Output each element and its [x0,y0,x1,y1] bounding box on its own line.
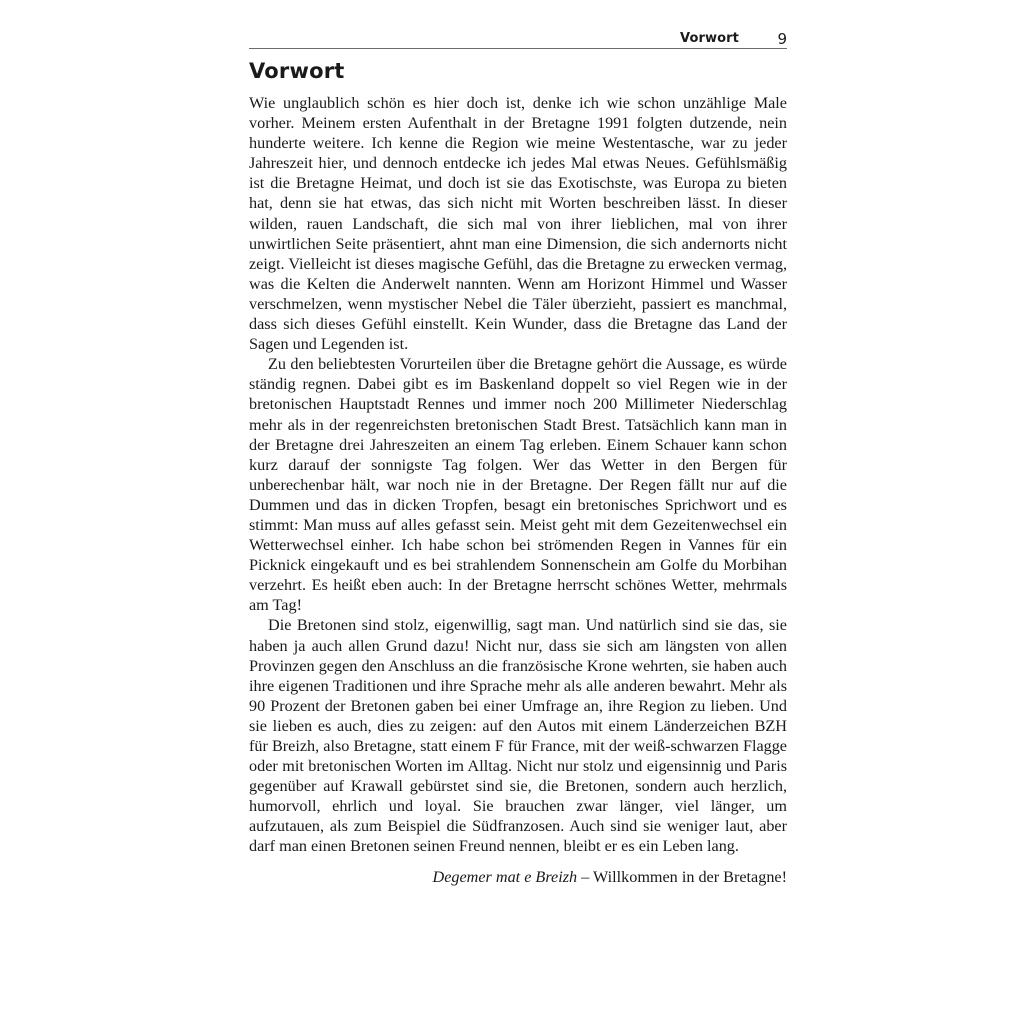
closing-translation: – Willkommen in der Bretagne! [577,867,787,886]
closing-breton-phrase: Degemer mat e Breizh [432,867,578,886]
chapter-title: Vorwort [249,59,345,83]
closing-line [249,867,787,887]
running-title: Vorwort [680,31,739,46]
running-header [249,28,787,49]
paragraph: Wie unglaublich schön es hier doch ist, denke ich wie schon unzählige Male vorher. Meinem ersten Aufenthalt in der Bretagne 1991 folgten dutzende, nein hunderte weitere. Ich kenne die Region wie meine Westentasche, war zu jeder Jahreszeit hier, und dennoch entdecke ich jedes Mal etwas Neues. Gefühlsmäßig ist die Bretagne Heimat, und doch ist sie das Exotischste, was Europa zu bieten hat, denn sie hat etwas, das sich nicht mit Worten beschreiben lässt. In dieser wilden, rauen Landschaft, die sich mal von ihrer lieblichen, mal von ihrer unwirtlichen Seite präsentiert, ahnt man eine Dimension, die sich andernorts nicht zeigt. Vielleicht ist dieses magische Gefühl, das die Bretagne zu erwecken vermag, was die Kelten die Anderwelt nannten. Wenn am Horizont Himmel und Wasser verschmelzen, wenn mystischer Nebel die Täler überzieht, passiert es manchmal, dass sich dieses Gefühl einstellt. Kein Wunder, dass die Bretagne das Land der Sagen und Legenden ist. [249,94,787,354]
paragraph: Zu den beliebtesten Vorurteilen über die Bretagne gehört die Aussage, es würde ständig regnen. Dabei gibt es im Baskenland doppelt so viel Regen wie in der bretonischen Hauptstadt Rennes und immer noch 200 Millimeter Niederschlag mehr als in der regenreichsten bretonischen Stadt Brest. Tatsächlich kann man in der Bretagne drei Jahreszeiten an einem Tag erleben. Einem Schauer kann schon kurz darauf der sonnigste Tag folgen. Wer das Wetter in den Bergen für unberechenbar hält, war noch nie in der Bretagne. Der Regen fällt nur auf die Dummen und das in dicken Tropfen, besagt ein bretonisches Sprichwort und es stimmt: Man muss auf alles gefasst sein. Meist geht mit dem Gezeitenwechsel ein Wetterwechsel einher. Ich habe schon bei strömenden Regen in Vannes für ein Picknick eingekauft und es bei strahlendem Sonnenschein am Golfe du Morbihan verzehrt. Es heißt eben auch: In der Bretagne herrscht schönes Wetter, mehrmals am Tag! [249,355,787,615]
paragraph: Die Bretonen sind stolz, eigenwillig, sagt man. Und natürlich sind sie das, sie haben ja auch allen Grund dazu! Nicht nur, dass sie sich am längsten von allen Provinzen gegen den Anschluss an die französische Krone wehrten, sie haben auch ihre eigenen Traditionen und ihre Sprache mehr als alle anderen bewahrt. Mehr als 90 Prozent der Bretonen gaben bei einer Umfrage an, ihre Region zu lieben. Und sie lieben es auch, dies zu zeigen: auf den Autos mit einem Länderzeichen BZH für Breizh, also Bretagne, statt einem F für France, mit der weiß-schwarzen Flagge oder mit bretonischen Worten im Alltag. Nicht nur stolz und eigensinnig und Paris gegenüber auf Krawall gebürstet sind sie, die Bretonen, sondern auch herzlich, humorvoll, ehrlich und loyal. Sie brauchen zwar länger, viel länger, um aufzutauen, als zum Beispiel die Südfranzosen. Auch sind sie weniger laut, aber darf man einen Bretonen seinen Freund nennen, bleibt er es ein Leben lang. [249,616,787,856]
page-number: 9 [777,30,787,48]
body-text [249,93,787,857]
book-page [249,28,787,903]
